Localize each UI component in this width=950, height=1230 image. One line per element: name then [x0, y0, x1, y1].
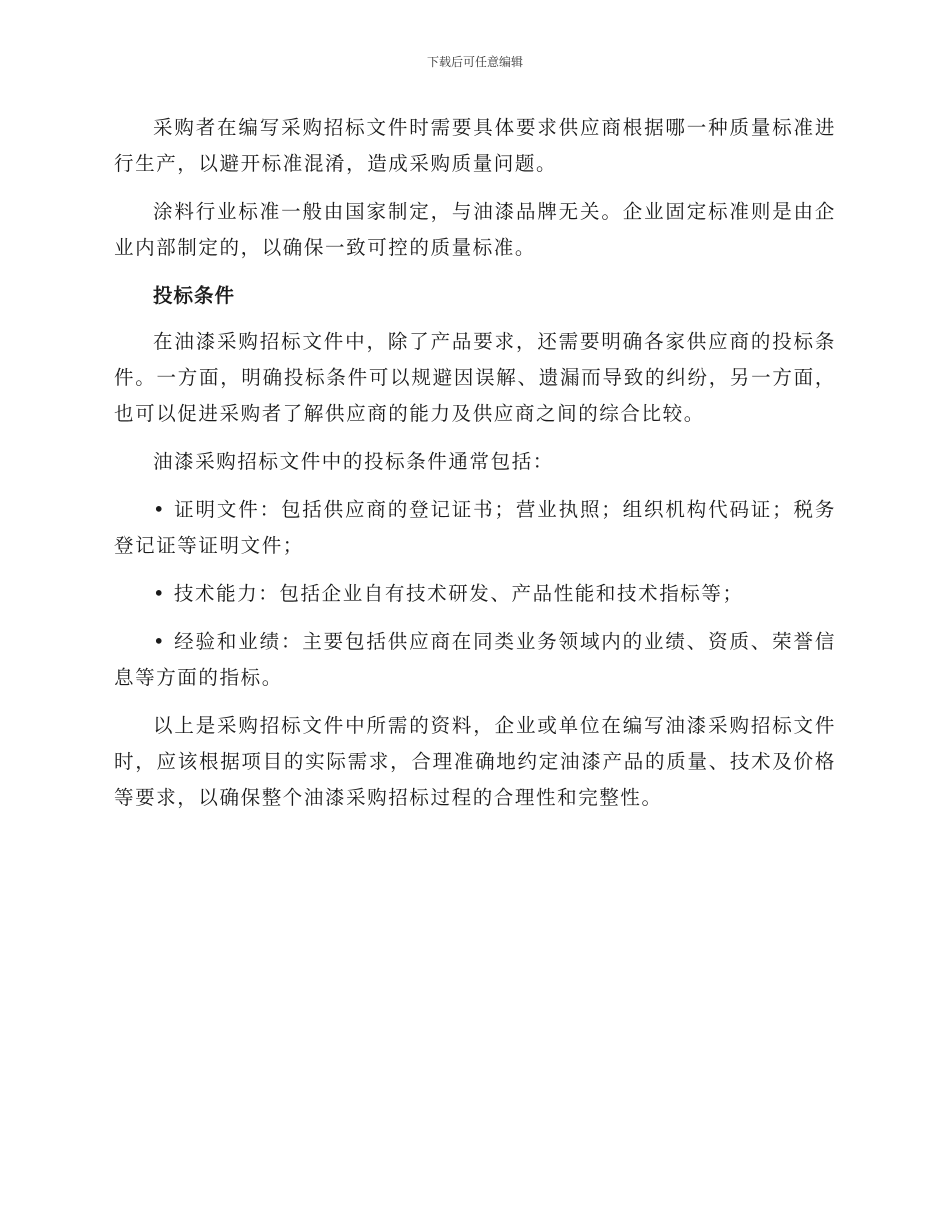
paragraph-bid-conditions: 在油漆采购招标文件中，除了产品要求，还需要明确各家供应商的投标条件。一方面，明确投标条件可以规避因误解、遗漏而导致的纠纷，另一方面，也可以促进采购者了解供应商的能力及供应商之间的综合比较。	[114, 330, 836, 425]
list-item-experience: • 经验和业绩：主要包括供应商在同类业务领域内的业绩、资质、荣誉信息等方面的指标。	[114, 630, 836, 689]
list-item-certificates: • 证明文件：包括供应商的登记证书；营业执照；组织机构代码证；税务登记证等证明文件；	[114, 498, 836, 557]
document-body	[114, 110, 836, 828]
section-heading: 投标条件	[153, 284, 236, 307]
paragraph-conclusion: 以上是采购招标文件中所需的资料，企业或单位在编写油漆采购招标文件时，应该根据项目的实际需求，合理准确地约定油漆产品的质量、技术及价格等要求，以确保整个油漆采购招标过程的合理性和完整性。	[114, 714, 836, 809]
list-item-technical-capability: • 技术能力：包括企业自有技术研发、产品性能和技术指标等；	[153, 582, 744, 605]
paragraph-quality-standard: 采购者在编写采购招标文件时需要具体要求供应商根据哪一种质量标准进行生产，以避开标准混淆，造成采购质量问题。	[114, 116, 836, 175]
paragraph-industry-standard: 涂料行业标准一般由国家制定，与油漆品牌无关。企业固定标准则是由企业内部制定的，以确保一致可控的质量标准。	[114, 200, 836, 259]
paragraph-list-intro: 油漆采购招标文件中的投标条件通常包括：	[153, 450, 554, 473]
page-header: 下载后可任意编辑	[426, 55, 523, 69]
